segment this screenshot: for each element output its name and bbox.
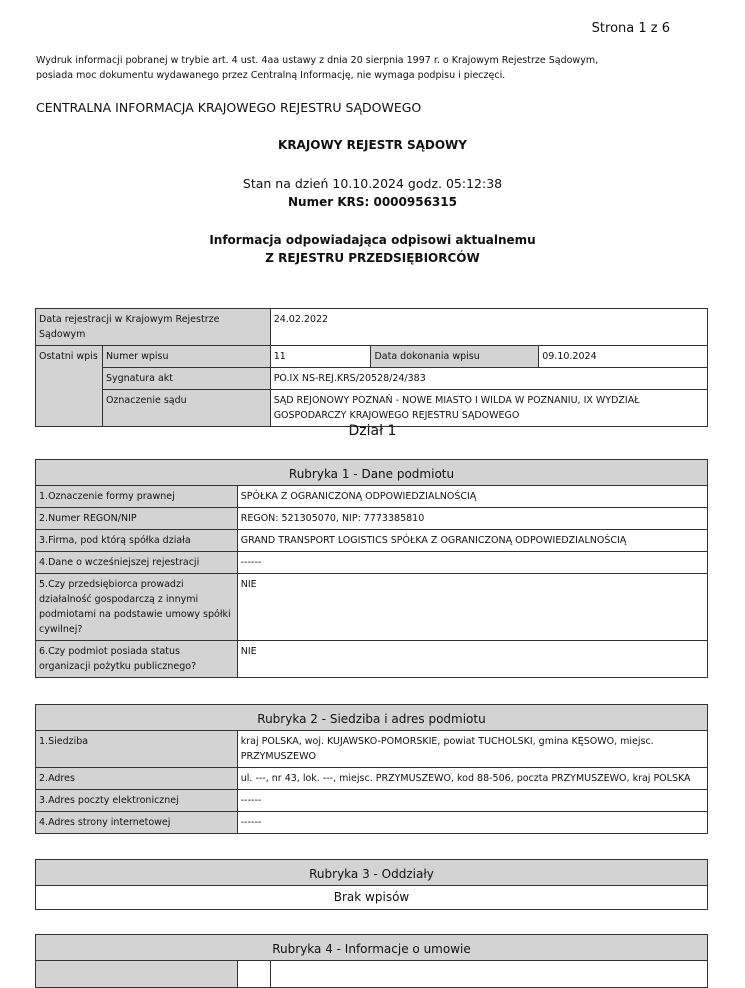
row-label: 2.Numer REGON/NIP xyxy=(36,508,238,530)
row-label: 3.Adres poczty elektronicznej xyxy=(36,790,238,812)
rubryka-2-title: Rubryka 2 - Siedziba i adres podmiotu xyxy=(36,705,708,731)
row-label: 2.Adres xyxy=(36,768,238,790)
rubryka-4-title: Rubryka 4 - Informacje o umowie xyxy=(36,935,708,961)
row-label: 3.Firma, pod którą spółka działa xyxy=(36,530,238,552)
page-number: Strona 1 z 6 xyxy=(591,21,670,36)
row-value: SPÓŁKA Z OGRANICZONĄ ODPOWIEDZIALNOŚCIĄ xyxy=(237,486,707,508)
row-value xyxy=(270,961,707,988)
entry-date-label: Data dokonania wpisu xyxy=(371,346,539,368)
stan-date: Stan na dzień 10.10.2024 godz. 05:12:38 xyxy=(242,176,503,191)
no-entries: Brak wpisów xyxy=(36,886,708,910)
reg-date-label: Data rejestracji w Krajowym Rejestrze Sądowym xyxy=(36,309,271,346)
entry-number-value: 11 xyxy=(270,346,371,368)
rubryka-1-title: Rubryka 1 - Dane podmiotu xyxy=(36,460,708,486)
last-entry-label: Ostatni wpis xyxy=(36,346,103,427)
row-label: 4.Dane o wcześniejszej rejestracji xyxy=(36,552,238,574)
entry-date-value: 09.10.2024 xyxy=(539,346,708,368)
row-value: REGON: 521305070, NIP: 7773385810 xyxy=(237,508,707,530)
central-info-title: CENTRALNA INFORMACJA KRAJOWEGO REJESTRU SĄDOWEGO xyxy=(36,100,422,115)
rubryka-1-table xyxy=(35,459,708,678)
row-value: kraj POLSKA, woj. KUJAWSKO-POMORSKIE, powiat TUCHOLSKI, gmina KĘSOWO, miejsc. PRZYMUSZEWO xyxy=(237,731,707,768)
rubryka-3-title: Rubryka 3 - Oddziały xyxy=(36,860,708,886)
disclaimer xyxy=(36,53,636,83)
info-line-2: Z REJESTRU PRZEDSIĘBIORCÓW xyxy=(265,251,480,265)
row-value: NIE xyxy=(237,641,707,678)
rubryka-3-table xyxy=(35,859,708,910)
rubryka-2-table xyxy=(35,704,708,834)
registration-table xyxy=(35,308,708,427)
row-value: NIE xyxy=(237,574,707,641)
court-label: Oznaczenie sądu xyxy=(102,390,270,427)
krs-number: Numer KRS: 0000956315 xyxy=(288,195,457,209)
signature-label: Sygnatura akt xyxy=(102,368,270,390)
reg-date-value: 24.02.2022 xyxy=(270,309,707,346)
row-label: 6.Czy podmiot posiada status organizacji pożytku publicznego? xyxy=(36,641,238,678)
row-value: GRAND TRANSPORT LOGISTICS SPÓŁKA Z OGRANICZONĄ ODPOWIEDZIALNOŚCIĄ xyxy=(237,530,707,552)
disclaimer-line: posiada moc dokumentu wydawanego przez Centralną Informację, nie wymaga podpisu i pieczęci. xyxy=(36,70,506,81)
row-value: ------ xyxy=(237,812,707,834)
row-label: 1.Oznaczenie formy prawnej xyxy=(36,486,238,508)
signature-value: PO.IX NS-REJ.KRS/20528/24/383 xyxy=(270,368,707,390)
section-heading: Dział 1 xyxy=(348,423,397,439)
row-label: 4.Adres strony internetowej xyxy=(36,812,238,834)
row-value: ------ xyxy=(237,790,707,812)
info-line-1: Informacja odpowiadająca odpisowi aktualnemu xyxy=(209,233,536,247)
krs-title: KRAJOWY REJESTR SĄDOWY xyxy=(278,138,467,152)
row-label: 5.Czy przedsiębiorca prowadzi działalność gospodarczą z innymi podmiotami na podstawie umowy spółki cywilnej? xyxy=(36,574,238,641)
row-value: ul. ---, nr 43, lok. ---, miejsc. PRZYMUSZEWO, kod 88-506, poczta PRZYMUSZEWO, kraj POLSKA xyxy=(237,768,707,790)
rubryka-4-table xyxy=(35,934,708,988)
entry-number-label: Numer wpisu xyxy=(102,346,270,368)
row-index xyxy=(237,961,270,988)
disclaimer-line: Wydruk informacji pobranej w trybie art. 4 ust. 4aa ustawy z dnia 20 sierpnia 1997 r. o Krajowym Rejestrze Sądowym, xyxy=(36,55,599,66)
row-label xyxy=(36,961,238,988)
row-value: ------ xyxy=(237,552,707,574)
row-label: 1.Siedziba xyxy=(36,731,238,768)
court-value: SĄD REJONOWY POZNAŃ - NOWE MIASTO I WILDA W POZNANIU, IX WYDZIAŁ GOSPODARCZY KRAJOWEGO REJESTRU SĄDOWEGO xyxy=(270,390,707,427)
